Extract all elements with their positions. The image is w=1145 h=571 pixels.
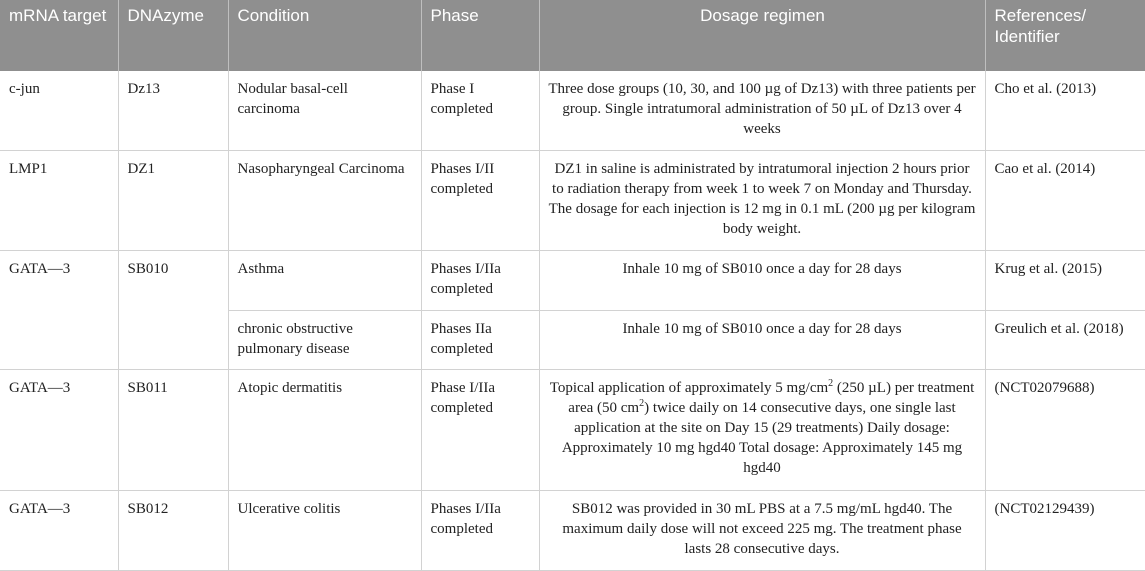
cell-reference: Greulich et al. (2018) — [985, 310, 1145, 369]
cell-reference: Krug et al. (2015) — [985, 250, 1145, 310]
header-row — [0, 0, 1145, 71]
cell-dosage-regimen — [539, 369, 985, 490]
table-row — [0, 490, 1145, 570]
cell-dosage-regimen: DZ1 in saline is administrated by intratumoral injection 2 hours prior to radiation therapy from week 1 to week 7 on Monday and Thursday. The dosage for each injection is 12 mg in 0.1 mL (200 µg per kilogram body weight. — [539, 150, 985, 250]
dosage-text-part: Topical application of approximately 5 mg/cm — [549, 379, 829, 396]
cell-reference: (NCT02079688) — [985, 369, 1145, 490]
dosage-text-part: (250 µL) per treatment area (50 cm — [568, 379, 975, 416]
superscript: 2 — [828, 377, 834, 389]
header-mrna-target: mRNA target — [0, 0, 118, 71]
cell-phase: Phases I/IIa completed — [421, 490, 539, 570]
cell-dosage-regimen: Inhale 10 mg of SB010 once a day for 28 days — [539, 250, 985, 310]
table-header — [0, 0, 1145, 71]
cell-reference: Cho et al. (2013) — [985, 71, 1145, 150]
cell-condition: Atopic dermatitis — [228, 369, 421, 490]
header-condition: Condition — [228, 0, 421, 71]
cell-phase: Phases I/IIa completed — [421, 250, 539, 310]
cell-phase: Phases I/II completed — [421, 150, 539, 250]
header-dosage-regimen: Dosage regimen — [539, 0, 985, 71]
cell-dnazyme: SB010 — [118, 250, 228, 369]
cell-mrna-target: GATA—3 — [0, 490, 118, 570]
header-references: References/ Identifier — [985, 0, 1145, 71]
cell-dnazyme: SB011 — [118, 369, 228, 490]
cell-condition: Nasopharyngeal Carcinoma — [228, 150, 421, 250]
cell-phase: Phase I completed — [421, 71, 539, 150]
header-dnazyme: DNAzyme — [118, 0, 228, 71]
cell-condition: Ulcerative colitis — [228, 490, 421, 570]
cell-dnazyme: DZ1 — [118, 150, 228, 250]
table-row — [0, 150, 1145, 250]
cell-dosage-regimen: Three dose groups (10, 30, and 100 µg of Dz13) with three patients per group. Single intratumoral administration of 50 µL of Dz13 over 4 weeks — [539, 71, 985, 150]
cell-dosage-regimen: SB012 was provided in 30 mL PBS at a 7.5 mg/mL hgd40. The maximum daily dose will not exceed 225 mg. The treatment phase lasts 28 consecutive days. — [539, 490, 985, 570]
cell-mrna-target: c-jun — [0, 71, 118, 150]
header-phase: Phase — [421, 0, 539, 71]
cell-dosage-regimen: Inhale 10 mg of SB010 once a day for 28 days — [539, 310, 985, 369]
cell-mrna-target: GATA—3 — [0, 369, 118, 490]
cell-mrna-target: LMP1 — [0, 150, 118, 250]
cell-dnazyme: Dz13 — [118, 71, 228, 150]
cell-condition: chronic obstructive pulmonary disease — [228, 310, 421, 369]
dosage-text-part: ) twice daily on 14 consecutive days, one single last application at the site on Day 15 (29 treatments) Daily dosage: Approximately 10 mg hgd40 Total dosage: Approximately 145 mg hgd40 — [561, 399, 963, 476]
table-body — [0, 71, 1145, 570]
cell-phase: Phase I/IIa completed — [421, 369, 539, 490]
cell-reference: Cao et al. (2014) — [985, 150, 1145, 250]
cell-condition: Asthma — [228, 250, 421, 310]
cell-dnazyme: SB012 — [118, 490, 228, 570]
table-row — [0, 71, 1145, 150]
cell-reference: (NCT02129439) — [985, 490, 1145, 570]
cell-mrna-target: GATA—3 — [0, 250, 118, 369]
cell-phase: Phases IIa completed — [421, 310, 539, 369]
table-row — [0, 369, 1145, 490]
cell-condition: Nodular basal-cell carcinoma — [228, 71, 421, 150]
table-row — [0, 250, 1145, 310]
superscript: 2 — [639, 397, 645, 409]
